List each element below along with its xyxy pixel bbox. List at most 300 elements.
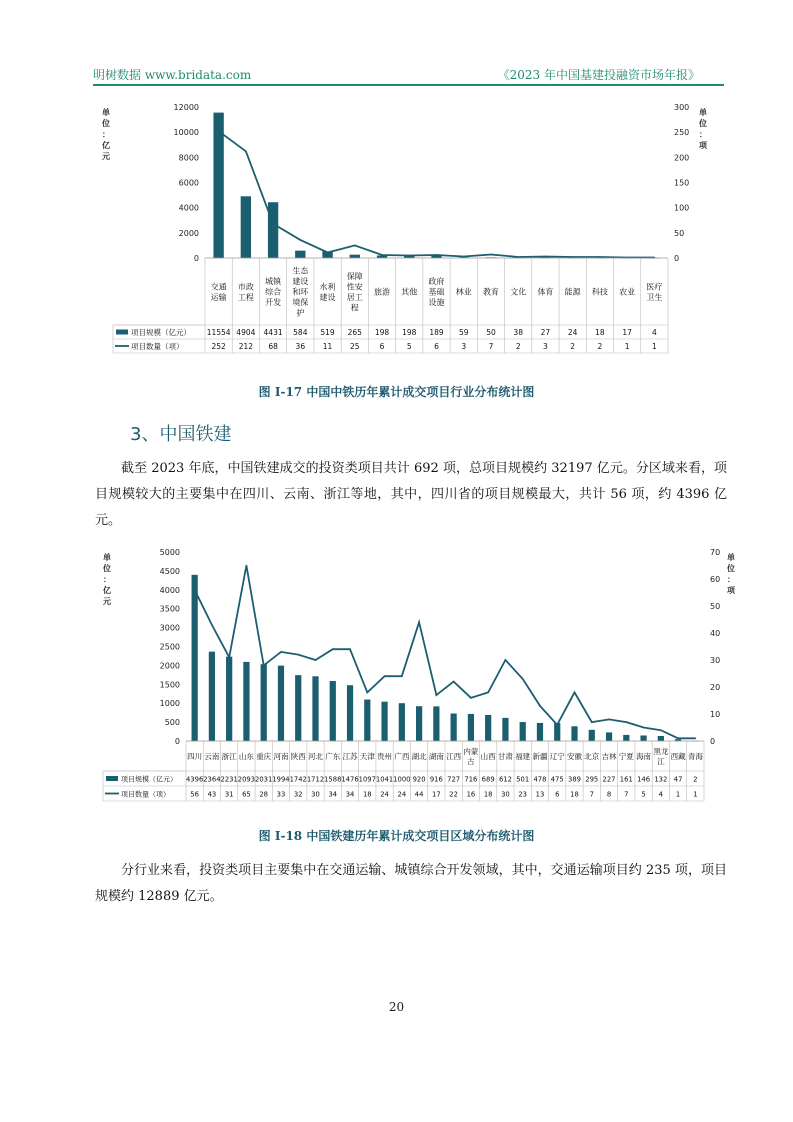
data-label: 47 — [673, 775, 683, 784]
data-label: 18 — [595, 328, 605, 337]
bar — [268, 202, 278, 258]
line-point — [246, 565, 248, 567]
y-left-tick-label: 4000 — [159, 585, 180, 595]
y-left-unit-label: 元 — [103, 597, 111, 606]
category-label: 湖南 — [428, 751, 444, 761]
data-label: 3 — [543, 342, 548, 351]
data-label: 43 — [207, 790, 217, 799]
y-right-tick-label: 40 — [710, 629, 721, 638]
data-label: 132 — [654, 775, 668, 784]
bar — [399, 703, 405, 741]
data-label: 7 — [589, 790, 594, 799]
y-right-tick-label: 60 — [710, 575, 721, 584]
data-label: 24 — [397, 790, 407, 799]
y-left-tick-label: 4500 — [159, 566, 180, 576]
data-label: 5 — [406, 342, 412, 351]
category-label: 居工 — [346, 292, 363, 302]
data-label: 30 — [501, 790, 510, 799]
line-point — [574, 692, 576, 694]
data-label: 1041 — [375, 775, 394, 784]
data-label: 716 — [464, 775, 478, 784]
data-label: 478 — [533, 775, 547, 784]
data-label: 2 — [515, 342, 521, 351]
data-label: 5 — [641, 790, 646, 799]
bar — [589, 730, 595, 741]
bar — [192, 575, 198, 741]
data-label: 6 — [434, 342, 439, 351]
data-label: 2 — [693, 775, 698, 784]
line-point — [245, 150, 247, 152]
data-label: 13 — [535, 790, 545, 799]
category-label: 综合 — [265, 287, 282, 297]
y-right-unit-label: ： — [699, 130, 707, 139]
y-right-tick-label: 0 — [674, 254, 680, 263]
y-left-unit-label: 位 — [103, 564, 111, 573]
bar — [364, 700, 370, 741]
legend-swatch-bar — [116, 330, 128, 335]
legend-label: 项目规模（亿元） — [131, 328, 191, 337]
line-point — [297, 654, 299, 656]
y-left-tick-label: 0 — [174, 737, 180, 746]
data-label: 920 — [412, 775, 426, 784]
category-label: 教育 — [482, 287, 499, 297]
line-point — [591, 721, 593, 723]
data-label: 916 — [429, 775, 443, 784]
data-label: 34 — [345, 790, 355, 799]
line-point — [643, 727, 645, 729]
bar — [433, 706, 439, 741]
category-label: 市政 — [237, 282, 254, 292]
data-label: 1994 — [272, 775, 290, 784]
y-left-tick-label: 6000 — [178, 178, 199, 188]
data-label: 44 — [414, 790, 424, 799]
bar — [330, 681, 336, 741]
line-point — [608, 719, 610, 721]
legend-swatch-bar — [106, 776, 118, 781]
data-label: 68 — [268, 342, 278, 351]
y-left-tick-label: 2500 — [159, 642, 180, 652]
line-point — [354, 245, 356, 247]
data-label: 265 — [347, 328, 362, 337]
data-label: 18 — [570, 790, 579, 799]
category-label: 其他 — [401, 287, 418, 297]
data-label: 11554 — [206, 328, 231, 337]
data-label: 6 — [555, 790, 560, 799]
data-label: 689 — [481, 775, 495, 784]
line-point — [660, 729, 662, 731]
line-point — [211, 624, 213, 626]
data-label: 6 — [379, 342, 385, 351]
category-label: 体育 — [537, 287, 554, 297]
series-line — [219, 131, 655, 257]
category-label: 江苏 — [342, 751, 358, 761]
category-label: 保障 — [346, 271, 363, 281]
line-point — [539, 705, 541, 707]
data-label: 584 — [293, 328, 308, 337]
bar — [640, 735, 646, 741]
line-point — [490, 254, 492, 256]
y-left-tick-label: 10000 — [173, 128, 199, 138]
bar — [241, 196, 251, 258]
category-label: 交通 — [210, 282, 227, 292]
data-label: 189 — [429, 328, 444, 337]
category-label: 陕西 — [290, 751, 306, 761]
line-point — [401, 675, 403, 677]
line-point — [418, 621, 420, 623]
category-label: 开发 — [265, 298, 282, 307]
legend-label: 项目数量（项） — [121, 790, 170, 799]
category-label: 和环 — [292, 287, 309, 297]
y-left-tick-label: 3000 — [159, 623, 180, 633]
data-label: 519 — [320, 328, 335, 337]
data-label: 8 — [606, 790, 612, 799]
line-point — [470, 697, 472, 699]
data-label: 30 — [311, 790, 320, 799]
data-label: 1588 — [324, 775, 342, 784]
y-left-unit-label: 单 — [103, 553, 111, 562]
data-label: 1000 — [393, 775, 411, 784]
category-label: 西藏 — [670, 751, 686, 761]
figure-caption-1: 图 I-17 中国中铁历年累计成交项目行业分布统计图 — [258, 385, 535, 399]
bar — [502, 718, 508, 741]
line-point — [436, 694, 438, 696]
line-point — [300, 239, 302, 241]
category-label: 山西 — [480, 751, 496, 761]
bar — [226, 657, 232, 741]
bar — [295, 251, 305, 258]
line-point — [381, 254, 383, 256]
page-number: 20 — [388, 1000, 405, 1014]
y-right-unit-label: 位 — [727, 564, 735, 573]
bar — [537, 723, 543, 741]
line-point — [505, 659, 507, 661]
legend-label: 项目数量（项） — [131, 342, 184, 351]
bar — [350, 255, 360, 258]
data-label: 1 — [675, 790, 681, 799]
paragraph-2: 分行业来看，投资类项目主要集中在交通运输、城镇综合开发领域，其中，交通运输项目约 235 项，项目规模约 12889 亿元。 — [95, 863, 727, 904]
line-point — [463, 256, 465, 258]
y-left-tick-label: 1500 — [159, 680, 180, 690]
line-point — [453, 681, 455, 683]
category-label: 宁夏 — [618, 751, 634, 761]
category-label: 运输 — [210, 292, 227, 302]
line-point — [487, 692, 489, 694]
category-label: 甘肃 — [497, 751, 513, 761]
y-left-tick-label: 2000 — [159, 661, 180, 671]
line-point — [272, 223, 274, 225]
line-point — [280, 651, 282, 653]
data-label: 24 — [567, 328, 578, 337]
y-left-unit-label: 亿 — [103, 586, 111, 595]
y-left-tick-label: 4000 — [178, 203, 199, 213]
data-label: 4904 — [236, 328, 256, 337]
data-label: 59 — [458, 328, 469, 337]
category-label: 浙江 — [221, 751, 237, 761]
y-right-unit-label: 项 — [699, 141, 707, 150]
bar — [658, 736, 664, 741]
bar — [347, 685, 353, 741]
data-label: 475 — [550, 775, 564, 784]
data-label: 50 — [486, 328, 496, 337]
y-right-tick-label: 200 — [674, 153, 690, 163]
y-right-unit-label: 单 — [699, 108, 707, 117]
category-label: 四川 — [187, 751, 203, 761]
data-label: 252 — [211, 342, 226, 351]
y-left-unit-label: 元 — [102, 152, 110, 161]
y-left-tick-label: 500 — [164, 718, 180, 728]
y-right-tick-label: 30 — [710, 656, 721, 665]
category-label: 青海 — [687, 751, 703, 761]
y-right-tick-label: 50 — [674, 228, 685, 238]
line-point — [677, 738, 679, 740]
y-left-tick-label: 2000 — [178, 228, 199, 238]
section-title: 3、中国铁建 — [130, 424, 232, 445]
category-label: 性安 — [346, 282, 363, 292]
category-label: 医疗 — [646, 282, 663, 292]
bar — [261, 664, 267, 741]
category-label: 重庆 — [256, 751, 272, 761]
y-right-unit-label: 位 — [699, 119, 707, 128]
series-line — [195, 566, 696, 739]
data-label: 161 — [619, 775, 633, 784]
category-label: 河北 — [308, 751, 323, 761]
data-label: 1476 — [341, 775, 359, 784]
category-label: 生态 — [292, 266, 309, 276]
data-label: 32 — [293, 790, 303, 799]
page-header — [0, 0, 793, 90]
data-label: 295 — [585, 775, 599, 784]
category-label: 科技 — [591, 287, 608, 297]
category-label: 基础 — [428, 287, 445, 297]
category-label: 安徽 — [567, 751, 582, 761]
category-label: 水利 — [319, 282, 336, 292]
bar — [623, 735, 629, 741]
data-label: 727 — [447, 775, 461, 784]
y-left-unit-label: 位 — [102, 119, 110, 128]
data-label: 7 — [488, 342, 494, 351]
line-point — [327, 252, 329, 254]
y-left-tick-label: 1000 — [159, 699, 180, 709]
data-label: 4431 — [263, 328, 283, 337]
category-label: 城镇 — [265, 277, 282, 286]
line-point — [384, 675, 386, 677]
line-point — [263, 665, 265, 667]
data-label: 56 — [190, 790, 199, 799]
y-right-tick-label: 100 — [674, 203, 690, 213]
line-point — [194, 589, 196, 591]
bar — [312, 676, 318, 741]
data-label: 65 — [242, 790, 251, 799]
category-label: 广西 — [394, 751, 410, 761]
data-label: 23 — [518, 790, 528, 799]
line-point — [315, 659, 317, 661]
data-label: 2 — [597, 342, 603, 351]
category-label: 天津 — [359, 751, 375, 761]
data-label: 2231 — [220, 775, 238, 784]
bar — [451, 714, 457, 741]
y-left-tick-label: 5000 — [159, 548, 180, 557]
line-point — [556, 724, 558, 726]
category-label: 江西 — [446, 751, 462, 761]
line-point — [228, 657, 230, 659]
line-point — [572, 256, 574, 258]
y-right-tick-label: 10 — [710, 710, 721, 719]
category-label: 古 — [467, 756, 475, 766]
data-label: 2 — [570, 342, 576, 351]
category-label: 程 — [350, 303, 359, 313]
line-point — [626, 721, 628, 723]
category-label: 黑龙 — [653, 746, 669, 756]
line-point — [218, 130, 220, 132]
data-label: 17 — [622, 328, 632, 337]
line-point — [408, 255, 410, 257]
y-right-tick-label: 150 — [674, 178, 690, 188]
y-right-tick-label: 300 — [674, 103, 690, 112]
y-left-tick-label: 8000 — [178, 153, 199, 163]
y-left-tick-label: 3500 — [159, 604, 180, 614]
category-label: 建设 — [319, 292, 336, 302]
category-label: 建设 — [292, 277, 309, 286]
data-label: 24 — [380, 790, 389, 799]
y-right-tick-label: 0 — [710, 737, 716, 746]
category-label: 辽宁 — [549, 751, 565, 761]
y-left-tick-label: 0 — [193, 254, 199, 263]
line-point — [349, 648, 351, 650]
bar — [606, 732, 612, 741]
bar — [571, 726, 577, 741]
data-label: 18 — [362, 790, 372, 799]
category-label: 湖北 — [411, 751, 427, 761]
data-label: 2093 — [237, 775, 256, 784]
y-left-tick-label: 12000 — [173, 103, 199, 112]
category-label: 贵州 — [377, 751, 393, 761]
data-label: 2031 — [255, 775, 273, 784]
category-label: 旅游 — [374, 287, 391, 297]
y-right-tick-label: 250 — [674, 128, 690, 138]
line-point — [545, 256, 547, 258]
data-label: 25 — [350, 342, 360, 351]
legend-label: 项目规模（亿元） — [121, 775, 177, 784]
y-right-tick-label: 20 — [710, 683, 721, 692]
bar — [520, 722, 526, 741]
line-point — [332, 648, 334, 650]
y-right-tick-label: 50 — [710, 602, 721, 611]
data-label: 7 — [624, 790, 629, 799]
line-point — [695, 738, 697, 740]
data-label: 1 — [693, 790, 698, 799]
data-label: 4 — [651, 328, 657, 337]
category-label: 设施 — [428, 298, 445, 307]
data-label: 17 — [432, 790, 441, 799]
data-label: 198 — [402, 328, 417, 337]
data-label: 1097 — [358, 775, 376, 784]
category-label: 河南 — [273, 751, 289, 761]
category-label: 护 — [296, 308, 305, 318]
category-label: 吉林 — [601, 751, 617, 761]
data-label: 3 — [461, 342, 467, 351]
category-label: 北京 — [584, 751, 600, 761]
category-label: 卫生 — [646, 292, 663, 302]
bar — [295, 675, 301, 741]
bar — [243, 662, 249, 741]
data-label: 27 — [540, 328, 551, 337]
line-point — [522, 678, 524, 680]
data-label: 1712 — [306, 775, 325, 784]
data-label: 4 — [658, 790, 663, 799]
category-label: 江 — [657, 756, 665, 766]
category-label: 工程 — [237, 292, 254, 302]
bar — [381, 702, 387, 741]
line-point — [599, 256, 601, 258]
y-right-tick-label: 70 — [710, 548, 721, 557]
data-label: 389 — [568, 775, 581, 784]
figure-caption-2: 图 I-18 中国铁建历年累计成交项目区域分布统计图 — [258, 829, 535, 843]
header-right-text: 《2023 年中国基建投融资市场年报》 — [497, 68, 700, 82]
data-label: 1 — [651, 342, 657, 351]
category-label: 能源 — [564, 287, 581, 297]
category-label: 文化 — [510, 287, 527, 297]
paragraph-1: 截至 2023 年底，中国铁建成交的投资类项目共计 692 项，总项目规模约 32197 亿元。分区域来看，项目规模较大的主要集中在四川、云南、浙江等地，其中，四川省的项目规模最大，共计 56 项，约 4396 亿元。 — [95, 461, 727, 528]
data-label: 1 — [624, 342, 630, 351]
category-label: 政府 — [428, 277, 445, 286]
category-label: 农业 — [619, 287, 636, 297]
data-label: 34 — [328, 790, 338, 799]
data-label: 28 — [259, 790, 269, 799]
data-label: 22 — [449, 790, 458, 799]
data-label: 227 — [602, 775, 616, 784]
line-point — [367, 692, 369, 694]
category-label: 内蒙 — [463, 746, 479, 756]
header-left-text: 明树数据 www.bridata.com — [93, 68, 252, 82]
data-label: 1742 — [289, 775, 307, 784]
bar — [209, 652, 215, 741]
category-label: 林业 — [455, 287, 472, 297]
data-label: 146 — [637, 775, 651, 784]
category-label: 海南 — [636, 751, 652, 761]
category-label: 福建 — [515, 751, 531, 761]
y-left-unit-label: 亿 — [102, 141, 110, 150]
data-label: 16 — [466, 790, 476, 799]
y-left-unit-label: ： — [102, 130, 110, 139]
data-label: 4396 — [185, 775, 204, 784]
data-label: 212 — [238, 342, 254, 351]
bar — [416, 706, 422, 741]
chart-industry-distribution — [0, 95, 793, 370]
chart-region-distribution — [0, 540, 793, 810]
line-point — [436, 254, 438, 256]
category-label: 广东 — [325, 751, 341, 761]
header-divider — [93, 84, 724, 86]
category-label: 新疆 — [532, 751, 548, 761]
data-label: 612 — [498, 775, 512, 784]
y-right-unit-label: ： — [727, 575, 735, 584]
category-label: 境保 — [292, 298, 309, 307]
y-right-unit-label: 项 — [727, 586, 735, 595]
data-label: 33 — [276, 790, 286, 799]
data-label: 18 — [483, 790, 493, 799]
data-label: 501 — [516, 775, 530, 784]
category-label: 山东 — [238, 751, 254, 761]
line-point — [517, 256, 519, 258]
y-right-unit-label: 单 — [727, 553, 735, 562]
bar — [278, 666, 284, 741]
data-label: 2364 — [203, 775, 221, 784]
data-label: 198 — [374, 328, 390, 337]
data-label: 36 — [295, 342, 306, 351]
data-label: 31 — [224, 790, 234, 799]
data-label: 11 — [322, 342, 333, 351]
bar — [468, 714, 474, 741]
